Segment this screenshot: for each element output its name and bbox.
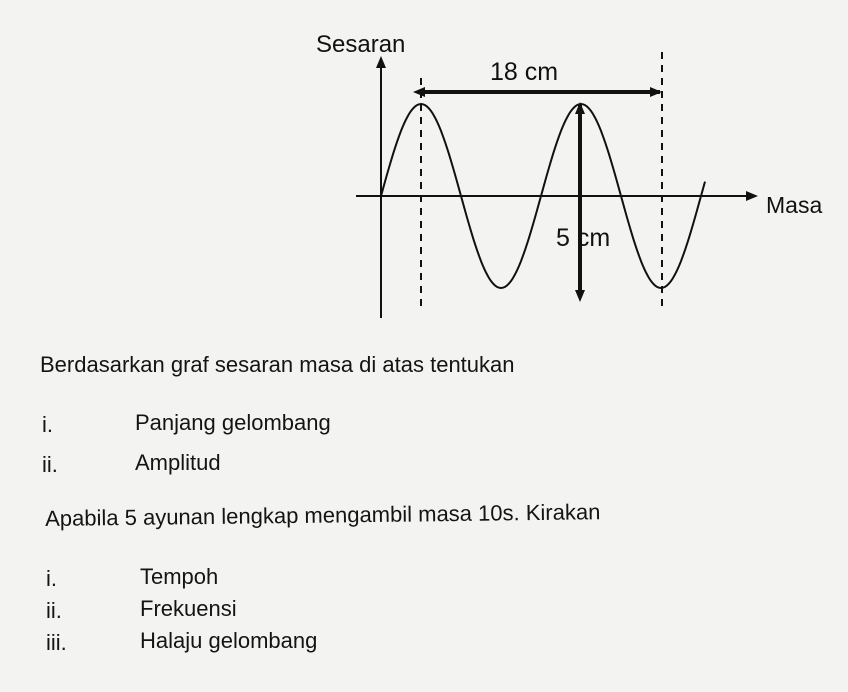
q2-item2-text: Frekuensi	[140, 596, 237, 621]
question1-prompt: Berdasarkan graf sesaran masa di atas tentukan	[40, 352, 515, 377]
q2-item2-number: ii.	[46, 598, 62, 623]
wavelength-label: 18 cm	[490, 58, 559, 86]
x-axis-label: Masa	[766, 192, 823, 218]
q2-item3-number: iii.	[46, 630, 67, 655]
q2-item1-text: Tempoh	[140, 564, 219, 589]
amplitude-label: 5 cm	[556, 224, 611, 252]
y-axis-label: Sesaran	[316, 31, 406, 58]
q1-item2-number: ii.	[42, 452, 58, 477]
q2-item3-text: Halaju gelombang	[140, 628, 318, 653]
q1-item2-text: Amplitud	[135, 450, 221, 475]
q1-item1-number: i.	[42, 412, 53, 437]
displacement-time-graph	[0, 0, 848, 340]
q2-item1-number: i.	[46, 566, 57, 591]
question2-prompt: Apabila 5 ayunan lengkap mengambil masa 10s. Kirakan	[45, 499, 601, 531]
q1-item1-text: Panjang gelombang	[135, 410, 331, 435]
